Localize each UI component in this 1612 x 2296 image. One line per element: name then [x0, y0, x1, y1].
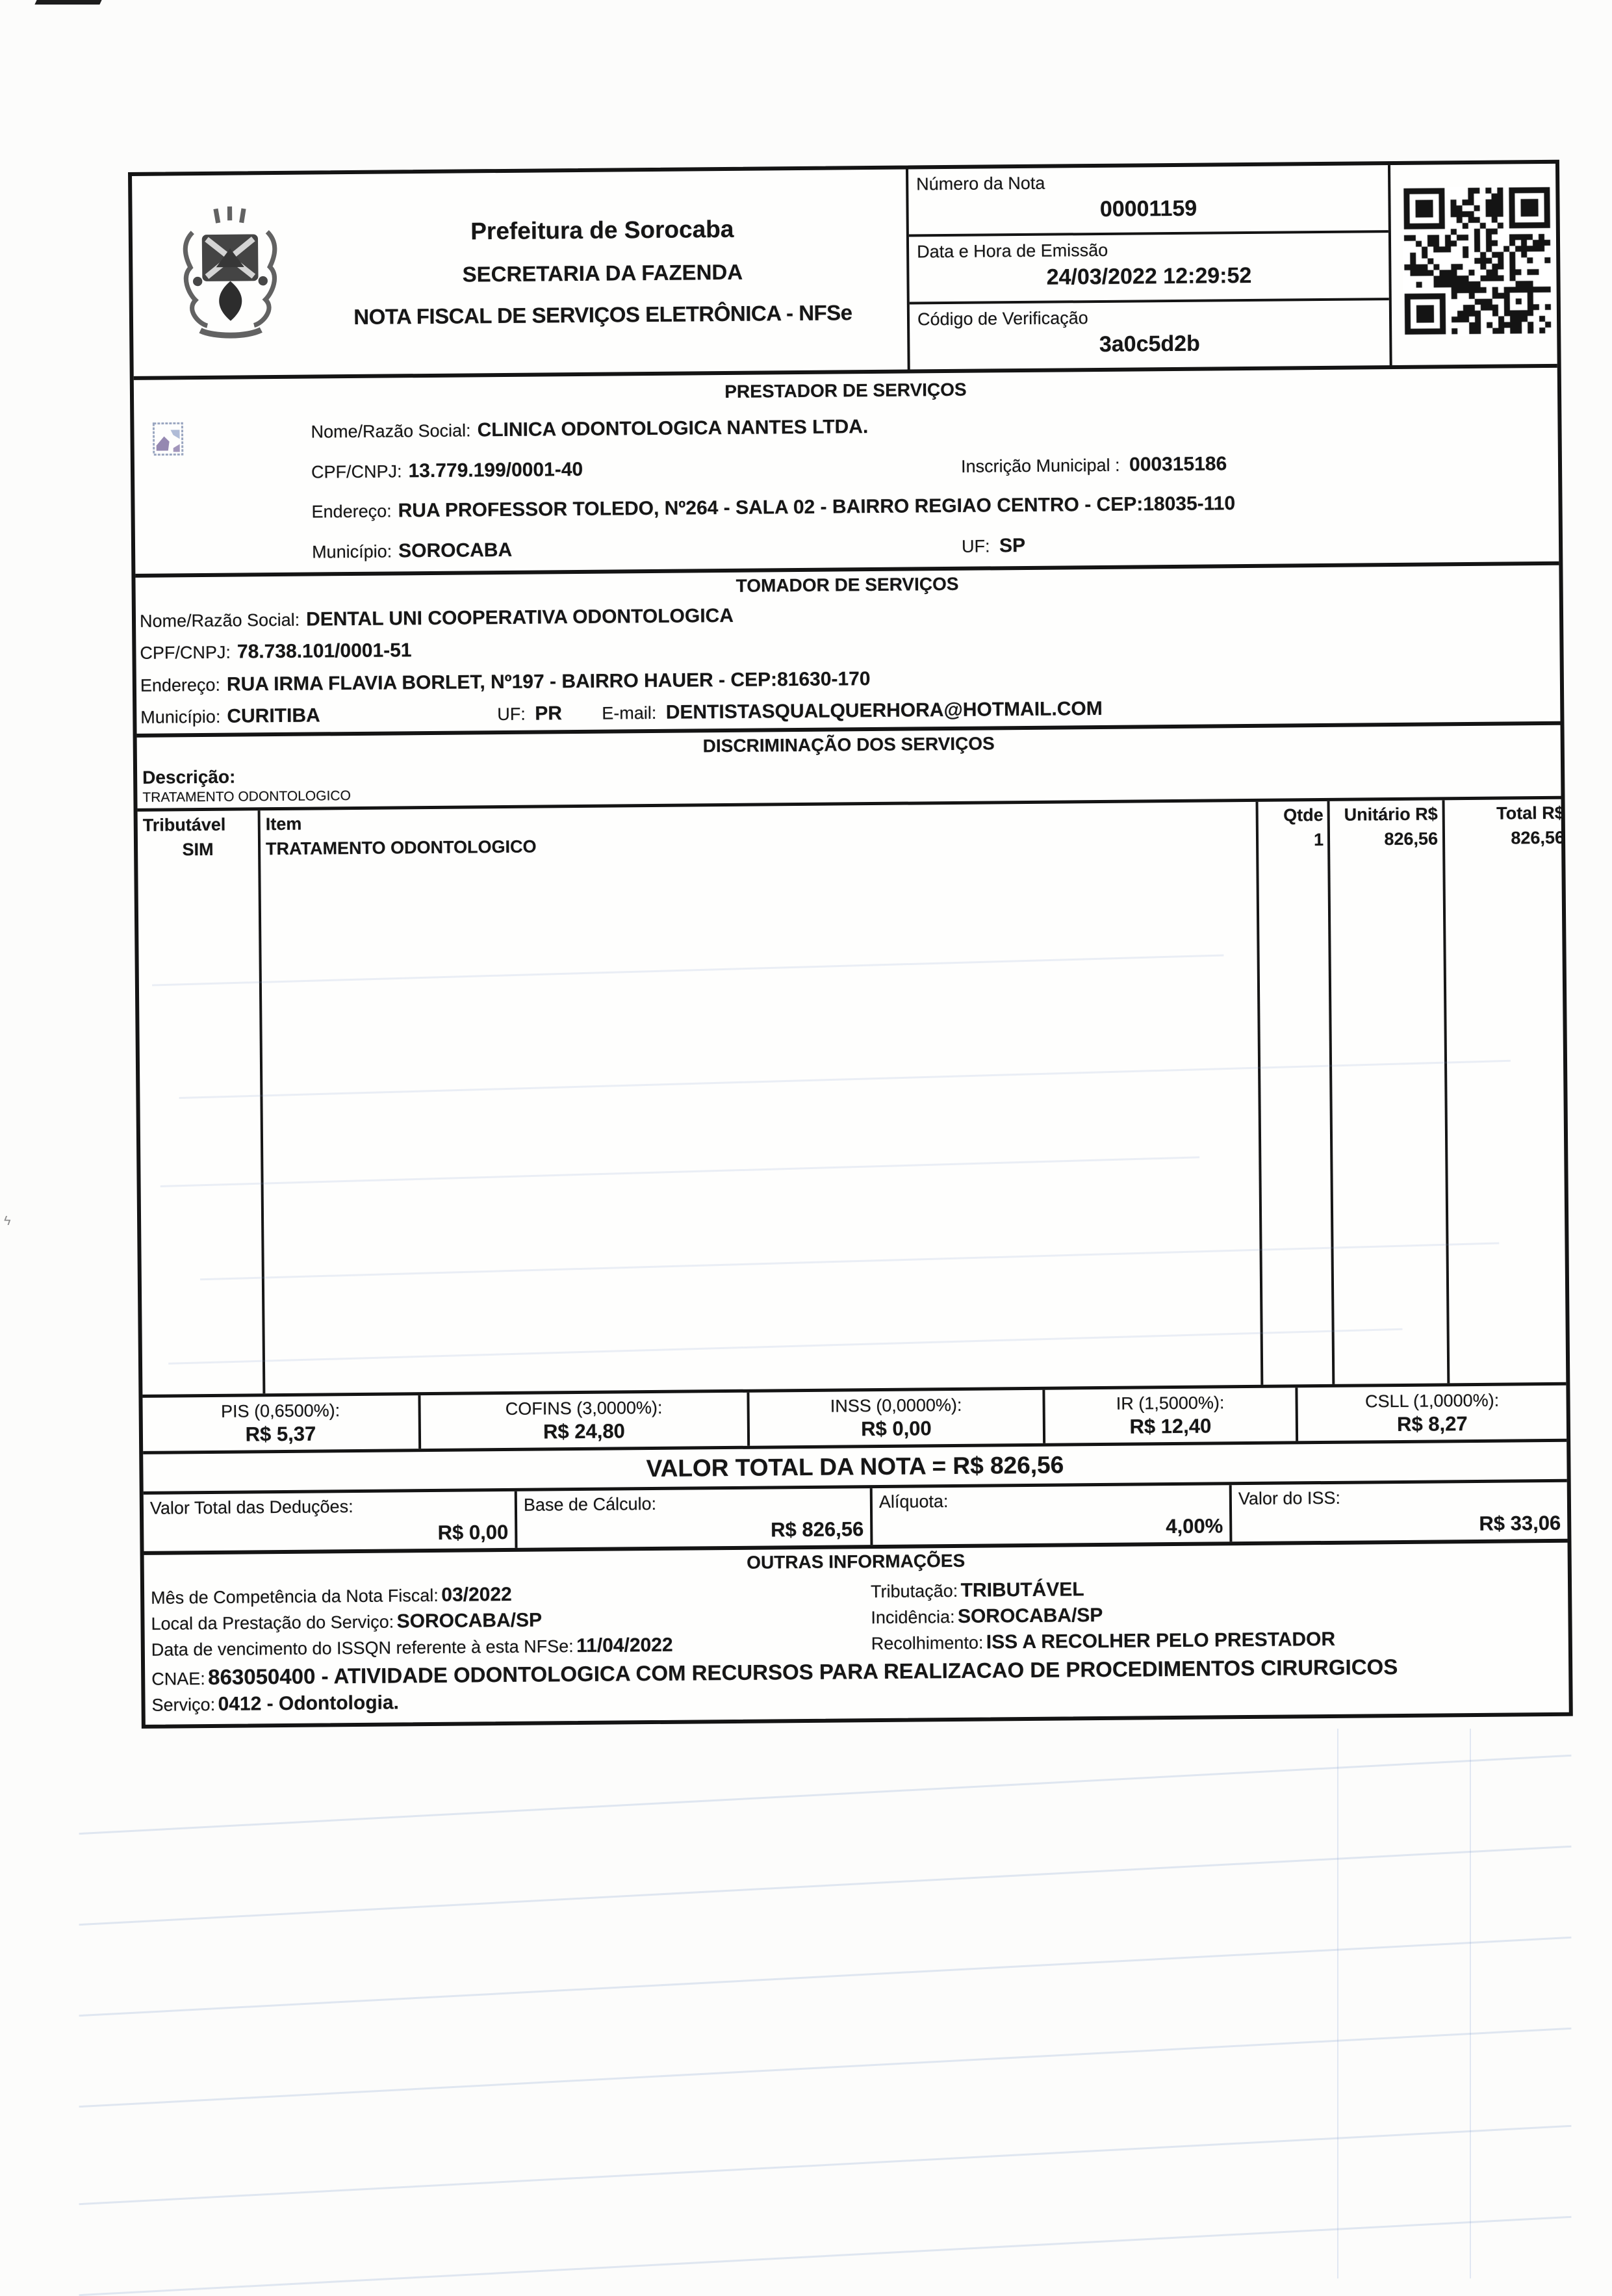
- nota-number-label: Número da Nota: [916, 173, 1045, 194]
- nota-number-field: [908, 165, 1388, 234]
- document-title: NOTA FISCAL DE SERVIÇOS ELETRÔNICA - NFSe: [353, 300, 852, 329]
- tomador-email-label: E-mail:: [602, 703, 657, 723]
- tomador-email-value: DENTISTASQUALQUERHORA@HOTMAIL.COM: [665, 698, 1103, 724]
- tomador-endereco-value: RUA IRMA FLAVIA BORLET, Nº197 - BAIRRO HAUER - CEP:81630-170: [226, 667, 871, 695]
- outras-section-title: OUTRAS INFORMAÇÕES: [144, 1539, 1568, 1581]
- item-row-unitario: 826,56: [1384, 829, 1439, 849]
- prestador-section: [134, 401, 1559, 574]
- pis-value: R$ 5,37: [245, 1422, 316, 1445]
- aliquota-label: Alíquota:: [878, 1491, 949, 1512]
- tomador-nome-label: Nome/Razão Social:: [139, 610, 300, 631]
- prestador-cnpj-label: CPF/CNPJ:: [311, 461, 402, 482]
- bleed-line: [79, 2216, 1571, 2296]
- incidencia-label: Incidência:: [871, 1607, 955, 1628]
- prestador-inscricao-value: 000315186: [1129, 452, 1227, 476]
- prestador-section-title: PRESTADOR DE SERVIÇOS: [134, 364, 1557, 413]
- ir-label: IR (1,5000%):: [1116, 1392, 1225, 1413]
- ir-value: R$ 12,40: [1129, 1414, 1212, 1438]
- table-divider: [1327, 801, 1335, 1384]
- descricao-label: Descrição:: [142, 766, 236, 788]
- scan-edge-mark: [34, 0, 101, 5]
- tomador-cnpj-label: CPF/CNPJ:: [140, 642, 231, 664]
- tomador-endereco-row: [140, 662, 1560, 697]
- prestador-municipio-label: Município:: [311, 541, 392, 562]
- incidencia-value: SOROCABA/SP: [957, 1605, 1103, 1628]
- col-header-qtde: Qtde: [1283, 805, 1324, 825]
- col-header-item: Item: [265, 814, 302, 834]
- aliquota-value: 4,00%: [1166, 1514, 1223, 1538]
- prestador-uf-label: UF:: [961, 536, 990, 556]
- pis-label: PIS (0,6500%):: [220, 1400, 340, 1421]
- local-prestacao-label: Local da Prestação do Serviço:: [151, 1612, 394, 1634]
- issuer-header: [132, 170, 908, 376]
- item-row-qtde: 1: [1313, 829, 1324, 850]
- bleed-line: [1470, 1729, 1471, 2278]
- verification-field: [910, 298, 1390, 369]
- verification-value: 3a0c5d2b: [1099, 331, 1201, 357]
- inss-label: INSS (0,0000%):: [830, 1395, 962, 1416]
- descricao-value: TRATAMENTO ODONTOLOGICO: [142, 788, 351, 805]
- vencimento-label: Data de vencimento do ISSQN referente à esta NFSe:: [151, 1636, 574, 1660]
- outras-section: [144, 1569, 1569, 1725]
- tomador-nome-value: DENTAL UNI COOPERATIVA ODONTOLOGICA: [305, 604, 734, 630]
- cofins-cell: [418, 1393, 747, 1449]
- prestador-municipio-value: SOROCABA: [398, 539, 513, 562]
- item-row-total: 826,56: [1511, 827, 1565, 848]
- prestador-nome-value: CLINICA ODONTOLOGICA NANTES LTDA.: [477, 415, 869, 441]
- bleed-line: [168, 1328, 1402, 1365]
- valor-total-row: VALOR TOTAL DA NOTA = R$ 826,56: [143, 1439, 1567, 1491]
- col-header-tributavel: Tributável: [142, 814, 226, 835]
- vencimento-value: 11/04/2022: [576, 1634, 673, 1657]
- tomador-uf-value: PR: [535, 703, 563, 725]
- competencia-label: Mês de Competência da Nota Fiscal:: [151, 1586, 439, 1608]
- nota-number-value: 00001159: [1099, 196, 1197, 222]
- local-prestacao-value: SOROCABA/SP: [396, 1609, 543, 1632]
- bleed-line: [152, 954, 1223, 986]
- recolhimento-value: ISS A RECOLHER PELO PRESTADOR: [986, 1629, 1336, 1654]
- tomador-cnpj-row: [140, 630, 1559, 664]
- cnae-value: 863050400 - ATIVIDADE ODONTOLOGICA COM RECURSOS PARA REALIZACAO DE PROCEDIMENTOS CIRURGICOS: [208, 1654, 1398, 1689]
- servico-value: 0412 - Odontologia.: [218, 1692, 400, 1715]
- emission-label: Data e Hora de Emissão: [916, 240, 1108, 262]
- deducoes-cell: [144, 1491, 515, 1551]
- table-divider: [1442, 800, 1450, 1383]
- tomador-section: [136, 593, 1561, 734]
- bleed-line: [79, 1937, 1571, 2017]
- inss-value: R$ 0,00: [860, 1416, 932, 1440]
- inss-cell: [747, 1390, 1043, 1446]
- item-row-tributavel: SIM: [182, 839, 214, 860]
- invoice-header: [132, 164, 1557, 376]
- tomador-endereco-label: Endereço:: [140, 675, 221, 695]
- base-calculo-label: Base de Cálculo:: [523, 1493, 657, 1515]
- csll-cell: [1295, 1386, 1567, 1441]
- prestador-endereco-value: RUA PROFESSOR TOLEDO, Nº264 - SALA 02 - BAIRRO REGIAO CENTRO - CEP:18035-110: [398, 493, 1236, 522]
- valor-iss-cell: [1229, 1482, 1568, 1542]
- csll-label: CSLL (1,0000%):: [1364, 1390, 1500, 1411]
- invoice-meta: [906, 165, 1390, 369]
- valor-iss-value: R$ 33,06: [1479, 1511, 1561, 1535]
- tomador-municipio-label: Município:: [140, 707, 221, 728]
- prestador-endereco-label: Endereço:: [311, 501, 392, 522]
- bleed-line: [1337, 1729, 1338, 2278]
- tomador-municipio-value: CURITIBA: [227, 704, 320, 727]
- table-divider: [1256, 802, 1264, 1385]
- cnae-label: CNAE:: [151, 1668, 205, 1689]
- pis-cell: [142, 1395, 418, 1451]
- tributacao-value: TRIBUTÁVEL: [960, 1579, 1084, 1601]
- bleed-line: [179, 1060, 1511, 1099]
- tomador-cnpj-value: 78.738.101/0001-51: [237, 639, 412, 663]
- base-calculo-cell: [515, 1488, 871, 1548]
- items-table: [138, 796, 1567, 1395]
- aliquota-cell: [870, 1485, 1230, 1545]
- servico-label: Serviço:: [151, 1694, 216, 1715]
- deducoes-label: Valor Total das Deduções:: [149, 1497, 353, 1518]
- prestador-nome-row: [311, 410, 1557, 443]
- emission-value: 24/03/2022 12:29:52: [1046, 263, 1252, 290]
- competencia-value: 03/2022: [441, 1584, 512, 1606]
- table-divider: [258, 810, 266, 1393]
- tomador-section-title: TOMADOR DE SERVIÇOS: [135, 561, 1559, 605]
- bleed-line: [160, 1156, 1199, 1187]
- iss-row: [144, 1479, 1568, 1551]
- bleed-line: [79, 2028, 1571, 2108]
- broken-image-icon: [152, 422, 185, 458]
- prestador-cnpj-value: 13.779.199/0001-40: [408, 458, 583, 482]
- tomador-nome-row: [140, 598, 1559, 632]
- item-row-description: TRATAMENTO ODONTOLOGICO: [265, 836, 537, 859]
- cofins-value: R$ 24,80: [543, 1419, 625, 1443]
- bleed-line: [79, 2125, 1571, 2205]
- sorocaba-coat-of-arms-logo: [171, 206, 289, 345]
- qr-code-icon: [1402, 186, 1553, 337]
- valor-iss-label: Valor do ISS:: [1238, 1488, 1341, 1509]
- nfse-invoice: [128, 160, 1573, 1729]
- prestador-municipio-row: [312, 530, 1559, 563]
- ir-cell: [1042, 1387, 1296, 1443]
- prestador-inscricao-label: Inscrição Municipal :: [960, 455, 1120, 476]
- col-header-total: Total R$: [1496, 803, 1565, 823]
- cofins-label: COFINS (3,0000%):: [505, 1397, 663, 1419]
- bleed-line: [79, 1755, 1571, 1835]
- scan-smudge: ϟ: [4, 1214, 11, 1228]
- verification-label: Código de Verificação: [917, 308, 1088, 329]
- bleed-line: [200, 1242, 1499, 1280]
- recolhimento-label: Recolhimento:: [871, 1633, 984, 1654]
- csll-value: R$ 8,27: [1396, 1412, 1468, 1436]
- prestador-uf-value: SP: [999, 535, 1026, 557]
- tomador-uf-label: UF:: [497, 704, 526, 725]
- servicos-section-title: DISCRIMINAÇÃO DOS SERVIÇOS: [137, 721, 1561, 765]
- deducoes-value: R$ 0,00: [437, 1520, 509, 1544]
- prestador-nome-label: Nome/Razão Social:: [311, 420, 471, 442]
- tributacao-label: Tributação:: [870, 1581, 958, 1602]
- base-calculo-value: R$ 826,56: [771, 1517, 864, 1541]
- department-title: SECRETARIA DA FAZENDA: [462, 259, 743, 287]
- emission-field: [909, 230, 1389, 302]
- prestador-endereco-row: [311, 490, 1558, 523]
- prestador-cnpj-row: [311, 450, 1558, 483]
- qr-area: [1388, 164, 1557, 365]
- col-header-unitario: Unitário R$: [1344, 804, 1438, 825]
- bleed-line: [79, 1846, 1571, 1926]
- municipality-title: Prefeitura de Sorocaba: [470, 215, 734, 245]
